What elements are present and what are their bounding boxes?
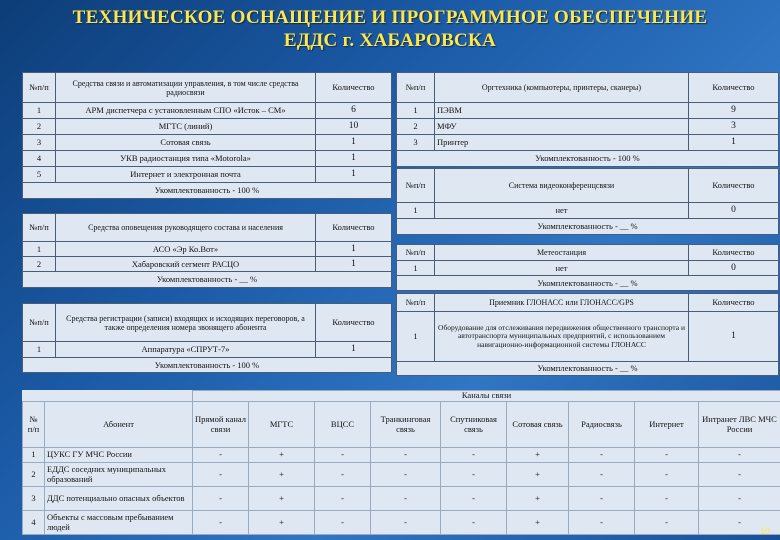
channels-cell: + xyxy=(249,487,315,511)
comm-row-name: МГТС (линий) xyxy=(56,119,316,135)
office-summary: Укомплектованность - 100 % xyxy=(397,151,779,167)
comm-row-name: Интернет и электронная почта xyxy=(56,167,316,183)
video-row-num: 1 xyxy=(397,203,435,219)
channels-header-subscriber: Абонент xyxy=(45,402,193,448)
meteo-table xyxy=(396,244,779,291)
comm-row-num: 3 xyxy=(23,135,56,151)
alert-header-qty: Количество xyxy=(316,214,392,242)
comm-row-name: УКВ радиостанция типа «Motorola» xyxy=(56,151,316,167)
meteo-row-qty: 0 xyxy=(689,261,779,276)
office-row-name: МФУ xyxy=(435,119,689,135)
office-table xyxy=(396,72,779,167)
channels-col-direct: Прямой канал связи xyxy=(193,402,249,448)
channels-cell: - xyxy=(371,487,441,511)
channels-cell: - xyxy=(699,487,780,511)
channels-cell: + xyxy=(249,448,315,463)
page-title xyxy=(0,6,780,52)
video-row-qty: 0 xyxy=(689,203,779,219)
meteo-header-qty: Количество xyxy=(689,245,779,261)
office-row-qty: 3 xyxy=(689,119,779,135)
record-row-num: 1 xyxy=(23,342,56,358)
channels-cell: - xyxy=(193,448,249,463)
channels-cell: - xyxy=(193,463,249,487)
record-header-num: №п/п xyxy=(23,304,56,342)
glonass-header-name: Приемник ГЛОНАСС или ГЛОНАСС/GPS xyxy=(435,294,689,312)
channels-col-internet: Интернет xyxy=(635,402,699,448)
channels-col-intranet: Интранет ЛВС МЧС России xyxy=(699,402,780,448)
channels-cell: + xyxy=(249,463,315,487)
comm-row-qty: 6 xyxy=(316,103,392,119)
channels-cell: - xyxy=(193,487,249,511)
channels-col-cellular: Сотовая связь xyxy=(507,402,569,448)
channels-cell: - xyxy=(441,463,507,487)
channels-cell: - xyxy=(315,463,371,487)
channels-cell: + xyxy=(249,511,315,535)
meteo-header-num: №п/п xyxy=(397,245,435,261)
channels-cell: - xyxy=(315,448,371,463)
channels-cell: - xyxy=(635,487,699,511)
channels-cell: - xyxy=(315,511,371,535)
channels-cell: - xyxy=(193,511,249,535)
record-header-qty: Количество xyxy=(316,304,392,342)
video-header-name: Система видеоконференцсвязи xyxy=(435,169,689,203)
channels-row-name: ДДС потенциально опасных объектов xyxy=(45,487,193,511)
channels-cell: - xyxy=(569,448,635,463)
office-header-num: №п/п xyxy=(397,73,435,103)
comm-summary: Укомплектованность - 100 % xyxy=(23,183,392,199)
comm-header-name: Средства связи и автоматизации управления, в том числе средства радиосвязи xyxy=(56,73,316,103)
comm-row-qty: 10 xyxy=(316,119,392,135)
glonass-table xyxy=(396,293,779,376)
alert-header-num: №п/п xyxy=(23,214,56,242)
channels-cell: - xyxy=(315,487,371,511)
record-row-name: Аппаратура «СПРУТ-7» xyxy=(56,342,316,358)
office-row-name: ПЭВМ xyxy=(435,103,689,119)
channels-cell: - xyxy=(635,511,699,535)
comm-row-num: 2 xyxy=(23,119,56,135)
comm-row-num: 5 xyxy=(23,167,56,183)
channels-col-mgts: МГТС xyxy=(249,402,315,448)
channels-cell: + xyxy=(507,487,569,511)
record-summary: Укомплектованность - 100 % xyxy=(23,358,392,373)
glonass-row-name: Оборудование для отслеживания передвижения общественного транспорта и автотранспорта муниципальных предприятий, с использованием навигационно-информационной системы ГЛОНАСС xyxy=(435,312,689,362)
video-header-qty: Количество xyxy=(689,169,779,203)
channels-cell: - xyxy=(699,448,780,463)
page-number: 10 xyxy=(759,526,770,536)
comm-header-qty: Количество xyxy=(316,73,392,103)
office-row-num: 1 xyxy=(397,103,435,119)
channels-cell: + xyxy=(507,448,569,463)
channels-cell: - xyxy=(441,511,507,535)
comm-header-num: №п/п xyxy=(23,73,56,103)
comm-row-qty: 1 xyxy=(316,167,392,183)
channels-cell: - xyxy=(371,511,441,535)
meteo-row-name: нет xyxy=(435,261,689,276)
channels-row-num: 3 xyxy=(23,487,45,511)
channels-cell: - xyxy=(371,463,441,487)
glonass-row-num: 1 xyxy=(397,312,435,362)
channels-cell: - xyxy=(569,511,635,535)
office-row-num: 3 xyxy=(397,135,435,151)
office-row-qty: 9 xyxy=(689,103,779,119)
alert-header-name: Средства оповещения руководящего состава и населения xyxy=(56,214,316,242)
alert-summary: Укомплектованность - __ % xyxy=(23,272,392,288)
alert-row-qty: 1 xyxy=(316,242,392,257)
alert-row-name: Хабаровский сегмент РАСЦО xyxy=(56,257,316,272)
record-table xyxy=(22,303,392,373)
channels-cell: - xyxy=(371,448,441,463)
channels-cell: - xyxy=(569,463,635,487)
channels-cell: - xyxy=(699,463,780,487)
channels-row-num: 4 xyxy=(23,511,45,535)
video-row-name: нет xyxy=(435,203,689,219)
meteo-summary: Укомплектованность - __ % xyxy=(397,276,779,291)
channels-table xyxy=(22,390,780,535)
channels-cell: - xyxy=(569,487,635,511)
video-header-num: №п/п xyxy=(397,169,435,203)
comm-row-name: Сотовая связь xyxy=(56,135,316,151)
title-line-2: ЕДДС г. ХАБАРОВСКА xyxy=(283,30,497,51)
alert-row-num: 2 xyxy=(23,257,56,272)
office-row-name: Принтер xyxy=(435,135,689,151)
channels-cell: + xyxy=(507,463,569,487)
channels-cell: - xyxy=(699,511,780,535)
channels-cell: - xyxy=(441,448,507,463)
record-row-qty: 1 xyxy=(316,342,392,358)
meteo-header-name: Метеостанция xyxy=(435,245,689,261)
office-row-num: 2 xyxy=(397,119,435,135)
channels-col-satellite: Спутниковая связь xyxy=(441,402,507,448)
alert-row-name: АСО «Эр Ко.Вот» xyxy=(56,242,316,257)
glonass-row-qty: 1 xyxy=(689,312,779,362)
title-line-1: ТЕХНИЧЕСКОЕ ОСНАЩЕНИЕ И ПРОГРАММНОЕ ОБЕСПЕЧЕНИЕ xyxy=(72,7,708,28)
alert-row-num: 1 xyxy=(23,242,56,257)
glonass-header-num: №п/п xyxy=(397,294,435,312)
comm-row-qty: 1 xyxy=(316,135,392,151)
record-header-name: Средства регистрации (записи) входящих и исходящих переговоров, а также определения номера звонящего абонента xyxy=(56,304,316,342)
channels-cell: - xyxy=(441,487,507,511)
channels-row-name: ЕДДС соседних муниципальных образований xyxy=(45,463,193,487)
channels-col-vtss: ВЦСС xyxy=(315,402,371,448)
channels-row-num: 1 xyxy=(23,448,45,463)
office-header-qty: Количество xyxy=(689,73,779,103)
channels-cell: + xyxy=(507,511,569,535)
video-table xyxy=(396,168,779,235)
channels-group-header: Каналы связи xyxy=(193,391,780,402)
comm-row-name: АРМ диспетчера с установленным СПО «Исток – СМ» xyxy=(56,103,316,119)
channels-row-name: Объекты с массовым пребыванием людей xyxy=(45,511,193,535)
comm-table xyxy=(22,72,392,199)
office-row-qty: 1 xyxy=(689,135,779,151)
meteo-row-num: 1 xyxy=(397,261,435,276)
comm-row-num: 1 xyxy=(23,103,56,119)
channels-header-num: № п/п xyxy=(23,402,45,448)
video-summary: Укомплектованность - __ % xyxy=(397,219,779,235)
comm-row-qty: 1 xyxy=(316,151,392,167)
glonass-header-qty: Количество xyxy=(689,294,779,312)
channels-col-trunk: Транкинговая связь xyxy=(371,402,441,448)
channels-cell: - xyxy=(635,448,699,463)
channels-col-radio: Радиосвязь xyxy=(569,402,635,448)
glonass-summary: Укомплектованность - __ % xyxy=(397,362,779,376)
comm-row-num: 4 xyxy=(23,151,56,167)
alert-row-qty: 1 xyxy=(316,257,392,272)
channels-row-num: 2 xyxy=(23,463,45,487)
channels-cell: - xyxy=(635,463,699,487)
channels-row-name: ЦУКС ГУ МЧС России xyxy=(45,448,193,463)
office-header-name: Оргтехника (компьютеры, принтеры, сканеры) xyxy=(435,73,689,103)
alert-table xyxy=(22,213,392,288)
